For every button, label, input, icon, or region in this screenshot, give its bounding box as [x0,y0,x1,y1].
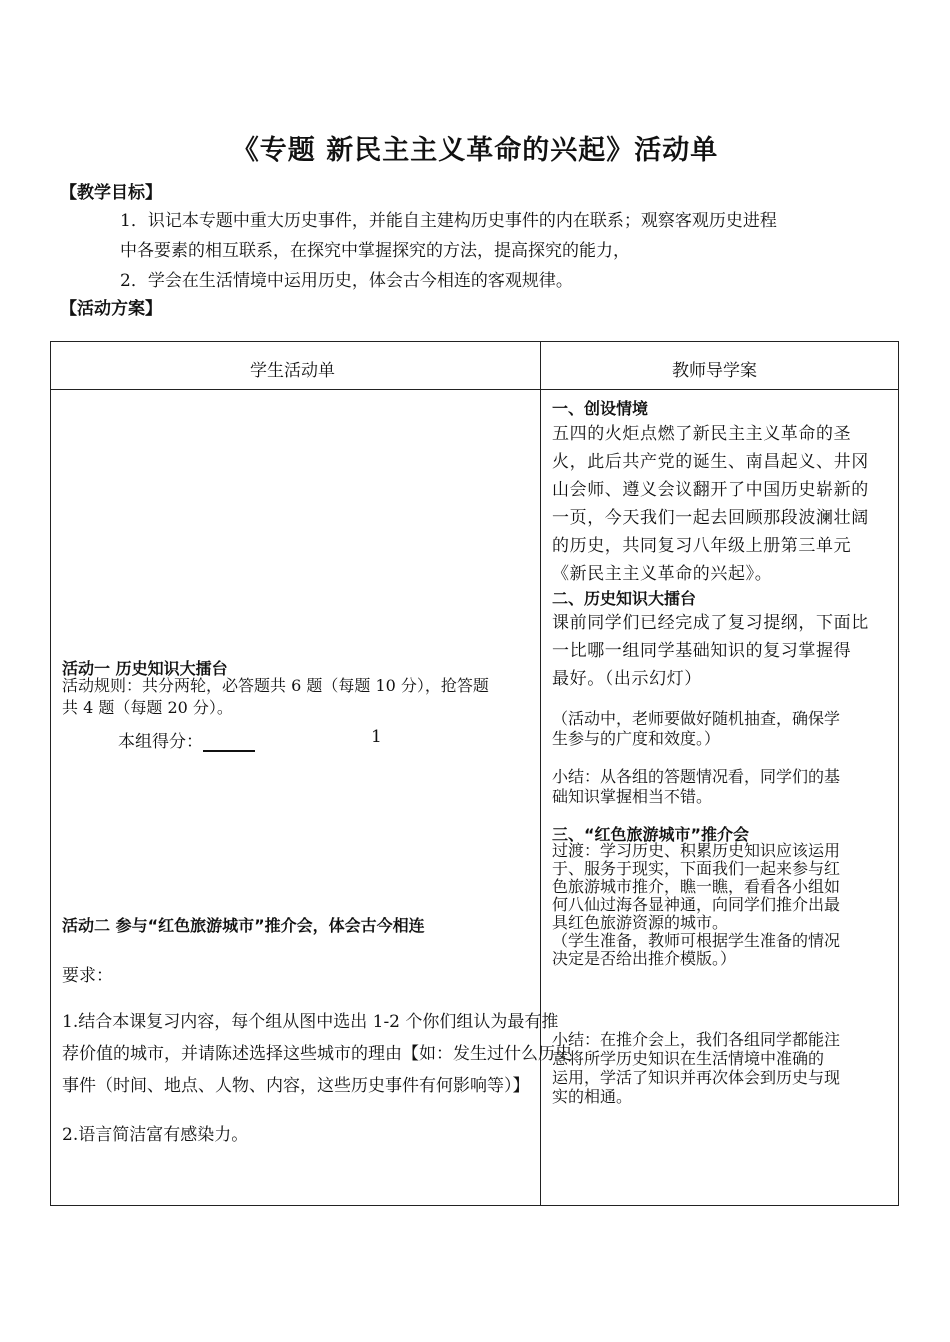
requirements-label: 要求： [62,966,113,986]
section-3-line: 具红色旅游资源的城市。 [552,913,729,932]
section-3-summary-line: 运用，学活了知识并再次体会到历史与现 [552,1068,841,1087]
section-3-body [552,842,840,968]
group-score-blank [203,734,255,752]
section-3-title: 三、“红色旅游城市”推介会 [552,825,750,844]
table-header-divider [50,389,899,390]
goals-line-2: 中各要素的相互联系，在探究中掌握探究的方法，提高探究的能力， [120,241,630,261]
section-1-line: 《新民主主义革命的兴起》。 [552,564,773,584]
section-1-body [552,420,869,588]
section-3-line: 于、服务于现实，下面我们一起来参与红 [552,859,841,878]
section-3-summary-line: 实的相通。 [552,1087,633,1106]
student-column-header: 学生活动单 [250,361,335,381]
table-column-divider [540,341,541,1206]
section-2-note-line: 生参与的广度和效度。） [552,729,721,748]
section-1-line: 五四的火炬点燃了新民主主义革命的圣 [552,424,852,444]
section-3-line: 决定是否给出推介模版。） [552,949,737,968]
activity-1-title: 活动一 历史知识大擂台 [62,659,228,678]
activity-1-rule-line-1: 活动规则：共分两轮，必答题共 6 题（每题 10 分），抢答题 [62,676,489,695]
teacher-column-header: 教师导学案 [672,361,757,381]
page-title: 《专题 新民主主义革命的兴起》活动单 [231,135,719,166]
section-1-title: 一、创设情境 [552,399,649,418]
requirement-1-line-2: 荐价值的城市，并请陈述选择这些城市的理由【如：发生过什么历史 [62,1044,572,1064]
activity-2-title: 活动二 参与“红色旅游城市”推介会，体会古今相连 [62,916,425,935]
group-score [118,727,255,752]
section-3-summary-line: 意将所学历史知识在生活情境中准确的 [552,1049,825,1068]
goals-line-1: 1．识记本专题中重大历史事件，并能自主建构历史事件的内在联系；观察客观历史进程 [120,211,777,231]
section-2-line: 最好。（出示幻灯） [552,669,702,689]
section-1-line: 一页，今天我们一起去回顾那段波澜壮阔 [552,508,869,528]
section-3-line: 色旅游城市推介，瞧一瞧，看看各小组如 [552,877,841,896]
section-3-line: 过渡：学习历史、积累历史知识应该运用 [552,841,841,860]
section-2-summary-line: 小结：从各组的答题情况看，同学们的基 [552,767,841,786]
requirement-1-line-1: 1.结合本课复习内容，每个组从图中选出 1-2 个你们组认为最有推 [62,1012,559,1032]
plan-heading: 【活动方案】 [60,299,162,319]
section-3-summary-line: 小结：在推介会上，我们各组同学都能注 [552,1030,841,1049]
section-3-line: （学生准备，教师可根据学生准备的情况 [552,931,841,950]
requirement-1-line-3: 事件（时间、地点、人物、内容，这些历史事件有何影响等）】 [62,1076,530,1096]
section-2-line: 课前同学们已经完成了复习提纲，下面比 [552,613,869,633]
section-2-summary [552,767,840,807]
goals-heading: 【教学目标】 [60,183,162,203]
section-2-note-line: （活动中，老师要做好随机抽查，确保学 [552,709,841,728]
section-2-summary-line: 础知识掌握相当不错。 [552,787,713,806]
section-3-line: 何八仙过海各显神通，向同学们推介出最 [552,895,841,914]
goals-line-3: 2．学会在生活情境中运用历史，体会古今相连的客观规律。 [120,271,573,291]
section-1-line: 山会师、遵义会议翻开了中国历史崭新的 [552,480,869,500]
activity-1-rule-line-2: 共 4 题（每题 20 分）。 [62,698,233,717]
section-2-line: 一比哪一组同学基础知识的复习掌握得 [552,641,852,661]
group-score-label: 本组得分： [118,732,203,752]
requirement-2: 2.语言简洁富有感染力。 [62,1125,249,1145]
section-2-title: 二、历史知识大擂台 [552,589,697,608]
page-number: 1 [371,727,382,747]
section-3-summary [552,1030,840,1106]
section-2-note [552,709,840,749]
section-1-line: 的历史，共同复习八年级上册第三单元 [552,536,852,556]
section-1-line: 火，此后共产党的诞生、南昌起义、井冈 [552,452,869,472]
section-2-body [552,609,869,693]
